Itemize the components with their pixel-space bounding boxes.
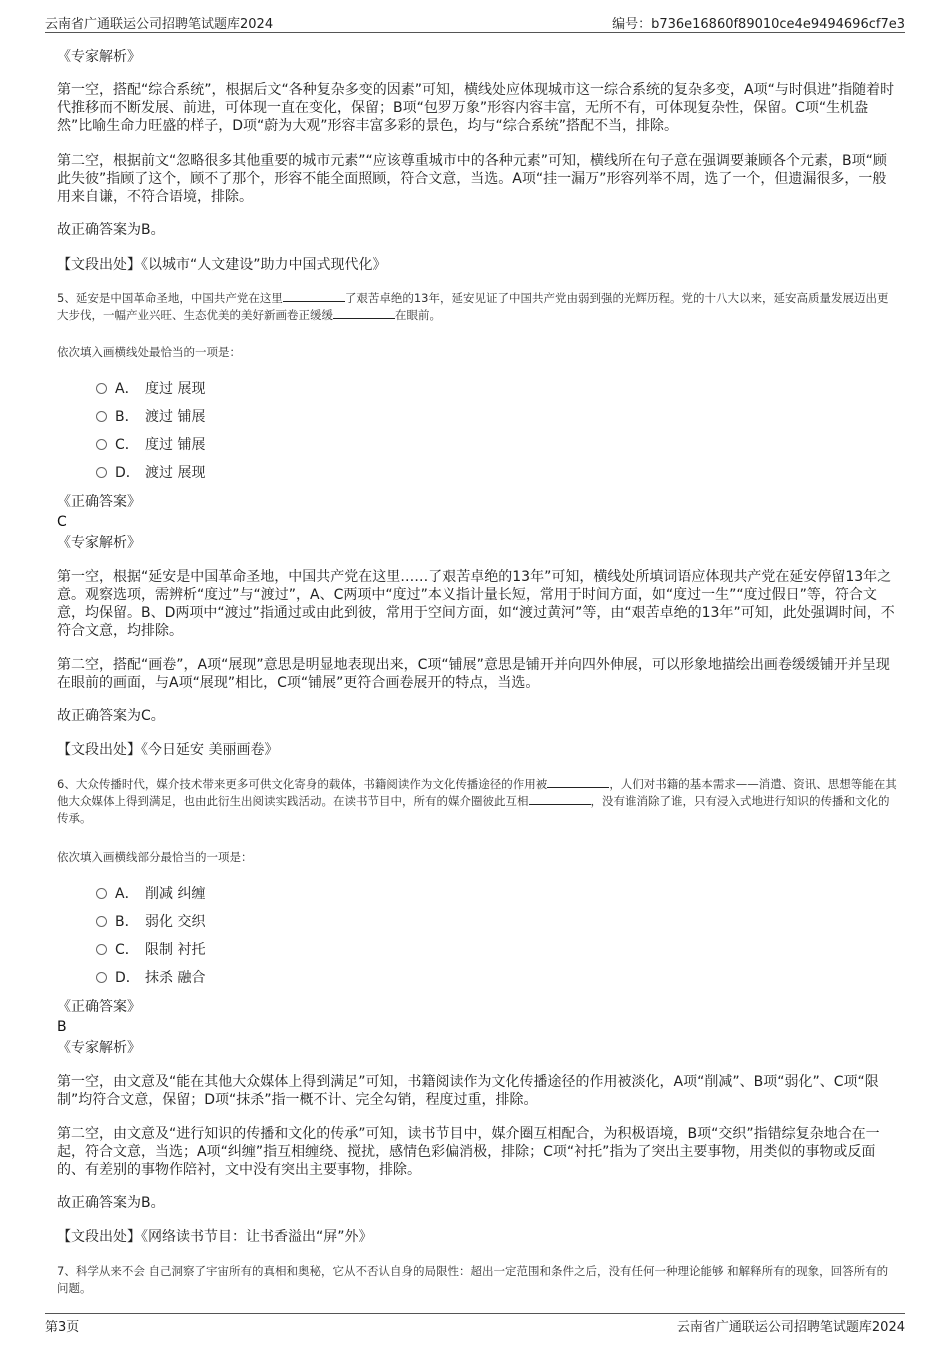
q6-source: 【文段出处】《网络读书节目：让书香溢出“屏”外》 [57,1229,373,1245]
q6-blank-2 [529,793,591,805]
radio-icon[interactable] [96,411,107,422]
q6-answer: B [57,1019,67,1035]
header-code: 编号：b736e16860f89010ce4e9494696cf7e3 [612,17,905,32]
q5-analysis-2: 第二空，搭配“画卷”，A项“展现”意思是明显地表现出来，C项“铺展”意思是铺开并向四外伸展，可以形象地描绘出画卷缓缓铺开并呈现在眼前的画面，与A项“展现”相比，C项“铺展”更符合画卷展开的特点，当选。 [57,657,890,691]
radio-icon[interactable] [96,972,107,983]
q5-blank-2 [333,307,395,319]
radio-icon[interactable] [96,439,107,450]
radio-icon[interactable] [96,383,107,394]
q5-option-c[interactable]: C． 度过 铺展 [96,436,205,454]
q4-conclusion: 故正确答案为B。 [57,222,165,238]
q5-prompt: 依次填入画横线处最恰当的一项是： [57,345,241,359]
q6-option-a[interactable]: A． 削减 纠缠 [96,885,205,903]
q6-analysis-2: 第二空，由文意及“进行知识的传播和文化的传承”可知，读书节目中，媒介圈互相配合，为积极语境，B项“交织”指错综复杂地合在一起，符合文意，当选；A项“纠缠”指互相缠绕、搅扰，感情色彩偏消极，排除；C项“衬托”指为了突出主要事物，用类似的事物或反面的、有差别的事物作陪衬，文中没有突出主要事物，排除。 [57,1126,880,1178]
q5-option-a[interactable]: A． 度过 展现 [96,380,205,398]
q4-analysis-1: 第一空，搭配“综合系统”，根据后文“各种复杂多变的因素”可知，横线处应体现城市这一综合系统的复杂多变，A项“与时俱进”指随着时代推移而不断发展、前进，可体现一直在变化，保留；B项“包罗万象”形容内容丰富，无所不有，可体现复杂性，保留。C项“生机盎然”比喻生命力旺盛的样子，D项“蔚为大观”形容丰富多彩的景色，均与“综合系统”搭配不当，排除。 [57,82,895,134]
q6-prompt: 依次填入画横线部分最恰当的一项是： [57,850,253,864]
radio-icon[interactable] [96,467,107,478]
q5-option-d[interactable]: D． 渡过 展现 [96,464,205,482]
q5-answer: C [57,514,67,530]
header-title: 云南省广通联运公司招聘笔试题库2024 [45,17,274,32]
q5-conclusion: 故正确答案为C。 [57,708,165,724]
q6-stem: 6、大众传播时代，媒介技术带来更多可供文化寄身的载体，书籍阅读作为文化传播途径的作用被 ，人们对书籍的基本需求——消遣、资讯、思想等能在其他大众媒体上得到满足，也由此衍生出阅读实践活动。在读书节目中，所有的媒介圈彼此互相 ，没有谁消除了谁，只有浸入式地进行知识的传播和文化的传承。 [57,777,897,825]
q5-blank-1 [283,290,345,302]
q6-analysis-label: 《专家解析》 [57,1040,141,1056]
radio-icon[interactable] [96,944,107,955]
q6-answer-label: 《正确答案》 [57,999,141,1015]
page-number: 第3页 [45,1320,80,1335]
q6-conclusion: 故正确答案为B。 [57,1195,165,1211]
q5-analysis-1: 第一空，根据“延安是中国革命圣地，中国共产党在这里……了艰苦卓绝的13年”可知，横线处所填词语应体现共产党在延安停留13年之意。观察选项，需辨析“度过”与“渡过”，A、C两项中“度过”本义指计量长短，常用于时间方面，如“度过一生”“度过假日”等，符合文意，均保留。B、D两项中“渡过”指通过或由此到彼，常用于空间方面，如“渡过黄河”等，由“艰苦卓绝的13年”可知，此处强调时间，不符合文意，均排除。 [57,569,895,639]
radio-icon[interactable] [96,916,107,927]
q5-analysis-label: 《专家解析》 [57,535,141,551]
q4-analysis-label: 《专家解析》 [57,49,141,65]
q6-option-c[interactable]: C． 限制 衬托 [96,941,205,959]
radio-icon[interactable] [96,888,107,899]
q5-option-b[interactable]: B． 渡过 铺展 [96,408,205,426]
page-header [45,10,905,33]
q6-option-d[interactable]: D． 抹杀 融合 [96,969,205,987]
q6-option-b[interactable]: B． 弱化 交织 [96,913,205,931]
q4-source: 【文段出处】《以城市“人文建设”助力中国式现代化》 [57,257,387,273]
q6-analysis-1: 第一空，由文意及“能在其他大众媒体上得到满足”可知，书籍阅读作为文化传播途径的作用被淡化，A项“削减”、B项“弱化”、C项“限制”均符合文意，保留；D项“抹杀”指一概不计、完全勾销，程度过重，排除。 [57,1074,879,1108]
q6-blank-1 [547,776,609,788]
q5-answer-label: 《正确答案》 [57,494,141,510]
q7-stem: 7、科学从来不会 自己洞察了宇宙所有的真相和奥秘，它从不否认自身的局限性：超出一定范围和条件之后，没有任何一种理论能够 和解释所有的现象，回答所有的问题。 [57,1264,889,1295]
q4-analysis-2: 第二空，根据前文“忽略很多其他重要的城市元素”“应该尊重城市中的各种元素”可知，横线所在句子意在强调要兼顾各个元素，B项“顾此失彼”指顾了这个，顾不了那个，形容不能全面照顾，符合文意，当选。A项“挂一漏万”形容列举不周，选了一个，但遗漏很多，一般用来自谦，不符合语境，排除。 [57,153,887,205]
footer-title: 云南省广通联运公司招聘笔试题库2024 [676,1320,905,1335]
page-footer [45,1313,905,1336]
q5-source: 【文段出处】《今日延安 美丽画卷》 [57,742,279,758]
q5-stem: 5、延安是中国革命圣地，中国共产党在这里 了艰苦卓绝的13年，延安见证了中国共产党由弱到强的光辉历程。党的十八大以来，延安高质量发展迈出更大步伐，一幅产业兴旺、生态优美的美好新画卷正缓缓 在眼前。 [57,291,889,322]
